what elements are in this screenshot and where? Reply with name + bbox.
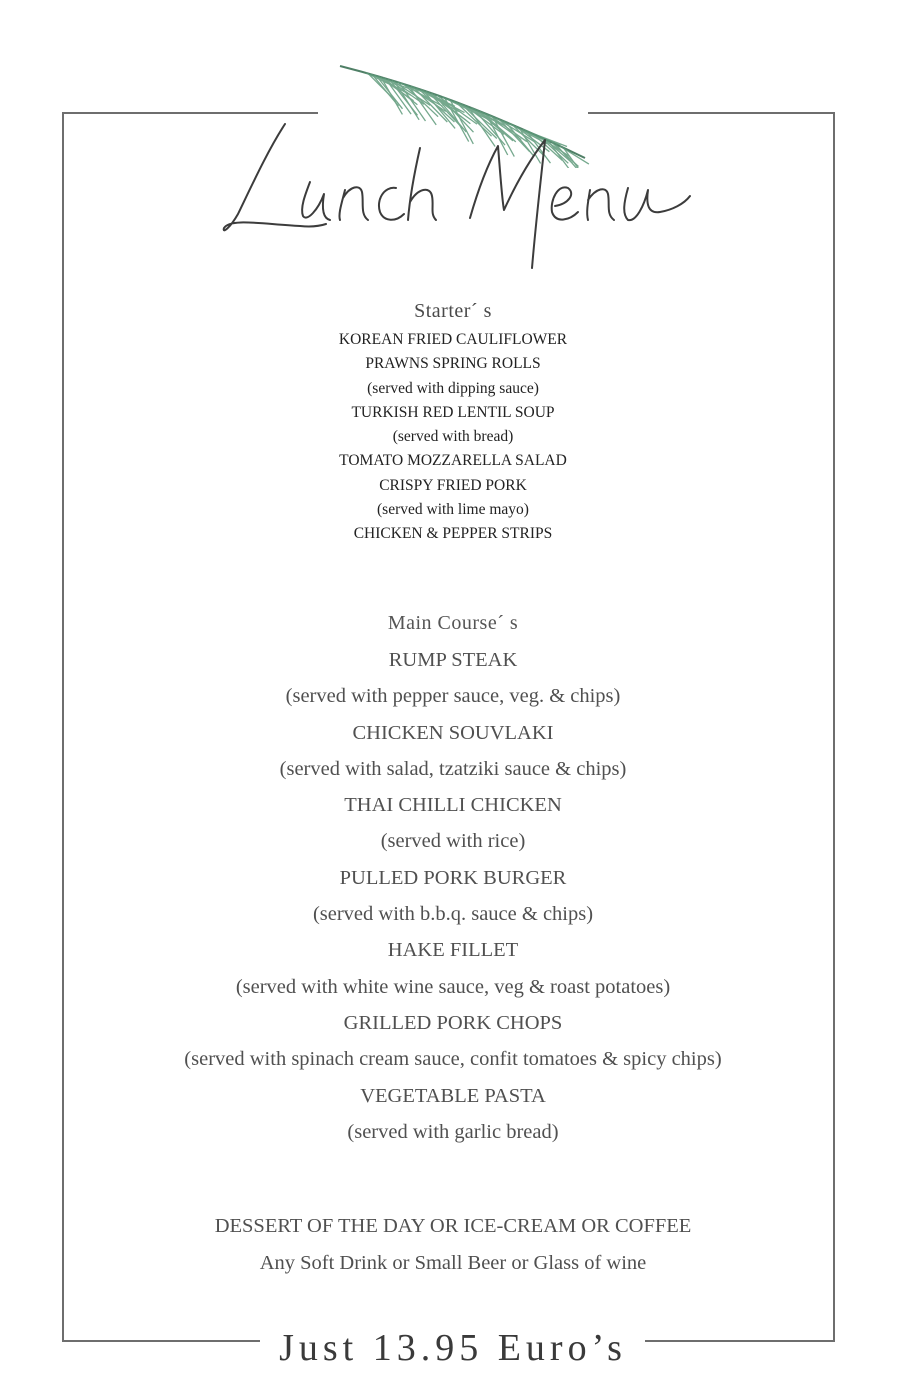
starter-item: TOMATO MOZZARELLA SALAD — [339, 452, 567, 470]
starters-heading: Starter´ s — [414, 300, 492, 322]
starter-item: PRAWNS SPRING ROLLS — [365, 355, 541, 373]
main-item: (served with pepper sauce, veg. & chips) — [285, 685, 621, 708]
mains-heading: Main Course´ s — [387, 612, 519, 634]
dessert-line: DESSERT OF THE DAY OR ICE-CREAM OR COFFEE — [214, 1215, 692, 1237]
starter-item: TURKISH RED LENTIL SOUP — [351, 403, 555, 421]
mains-section — [0, 606, 906, 1150]
main-item: VEGETABLE PASTA — [360, 1084, 546, 1107]
starter-item: KOREAN FRIED CAULIFLOWER — [338, 331, 568, 348]
main-item: GRILLED PORK CHOPS — [343, 1011, 563, 1034]
main-item: (served with spinach cream sauce, confit tomatoes & spicy chips) — [184, 1048, 722, 1071]
price-tag: Just 13.95 Euro’s — [279, 1327, 627, 1369]
starter-item: CHICKEN & PEPPER STRIPS — [353, 525, 553, 543]
main-item: (served with salad, tzatziki sauce & chips) — [279, 757, 627, 780]
starter-item: (served with bread) — [392, 428, 514, 446]
main-item: PULLED PORK BURGER — [339, 866, 567, 889]
page-title — [0, 110, 906, 280]
starter-item: CRISPY FRIED PORK — [379, 476, 527, 494]
drink-line: Any Soft Drink or Small Beer or Glass of wine — [259, 1252, 647, 1274]
main-item: THAI CHILLI CHICKEN — [344, 794, 562, 817]
main-item: CHICKEN SOUVLAKI — [352, 721, 554, 744]
main-item: (served with garlic bread) — [347, 1120, 559, 1143]
main-item: HAKE FILLET — [387, 939, 519, 962]
main-item: RUMP STEAK — [388, 649, 518, 671]
main-item: (served with b.b.q. sauce & chips) — [312, 903, 594, 926]
extras-section — [0, 1208, 906, 1282]
starter-item: (served with dipping sauce) — [367, 379, 539, 397]
starter-item: (served with lime mayo) — [377, 501, 529, 519]
starters-section — [0, 296, 906, 547]
main-item: (served with rice) — [380, 830, 526, 853]
main-item: (served with white wine sauce, veg & roast potatoes) — [235, 975, 671, 998]
